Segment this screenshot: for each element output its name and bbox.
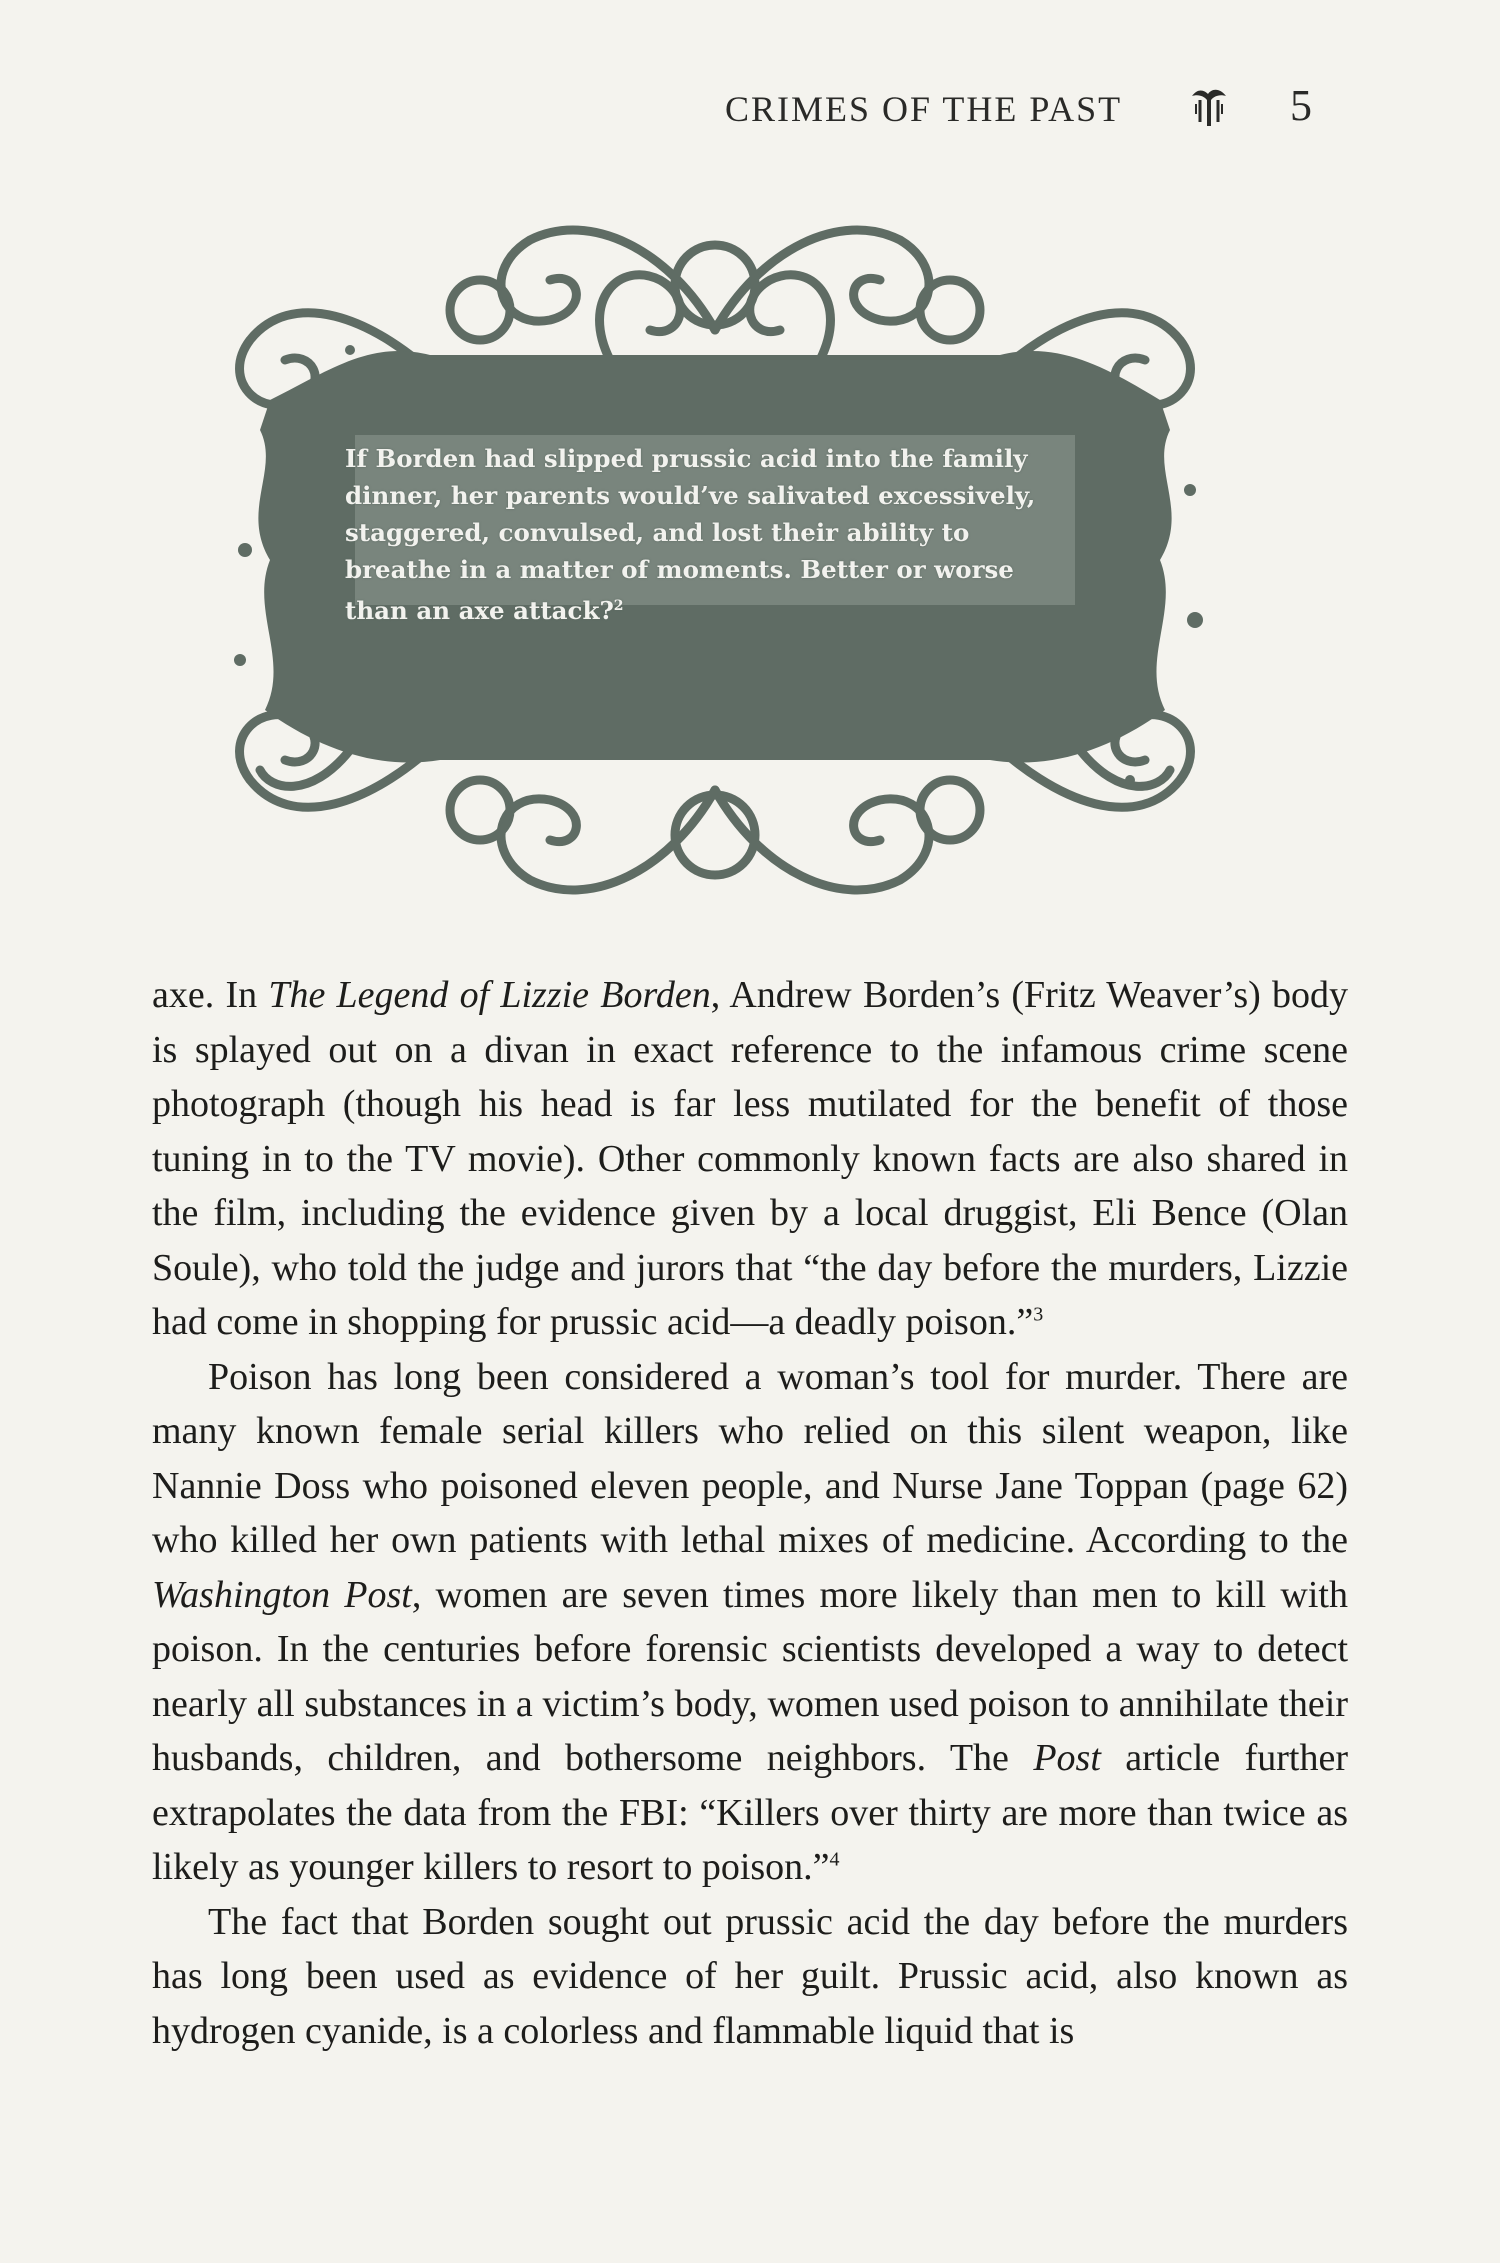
paragraph: The fact that Borden sought out prussic acid the day before the murders has long been used as evidence of her guilt. Prussic acid, also known as hydrogen cyanide, is a colorless and flammable liquid that is <box>152 1900 1348 2052</box>
ornamental-callout <box>150 190 1280 930</box>
paragraph: axe. In The Legend of Lizzie Borden, Andrew Borden’s (Fritz Weaver’s) body is splayed out on a divan in exact reference to the infamous crime scene photograph (though his head is far less mutilated for the benefit of those tuning in to the TV movie). Other commonly known facts are also shared in the film, including the evidence given by a local druggist, Eli Bence (Olan Soule), who told the judge and jurors that “the day before the murders, Lizzie had come in shopping for prussic acid—a deadly poison.”$^3$ <box>152 974 1348 1343</box>
dagger-ornament-icon <box>1188 82 1230 128</box>
paragraph: Poison has long been considered a woman’s tool for murder. There are many known female serial killers who relied on this silent weapon, like Nannie Doss who poisoned eleven people, and Nurse Jane Toppan (page 62) who killed her own patients with lethal mixes of medicine. According to the Washington Post, women are seven times more likely than men to kill with poison. In the centuries before forensic scientists developed a way to detect nearly all substances in a victim’s body, women used poison to annihilate their husbands, children, and bothersome neighbors. The Post article further extrapolates the data from the FBI: “Killers over thirty are more than twice as likely as younger killers to resort to poison.”$^4$ <box>152 1355 1349 1888</box>
footnote-marker: 4 <box>829 1848 840 1871</box>
callout-quote: If Borden had slipped prussic acid into the family dinner, her parents would’ve salivated excessively, staggered, convulsed, and lost their ability to breathe in a matter of moments. Better or worse than an axe attack?$^2$ <box>345 444 1036 626</box>
page-number: 5 <box>1290 81 1312 130</box>
footnote-marker: 2 <box>613 598 624 614</box>
running-head: CRIMES OF THE PAST <box>725 89 1123 129</box>
footnote-marker: 3 <box>1033 1303 1044 1326</box>
body-text <box>152 968 1348 2058</box>
page-header <box>0 78 1500 148</box>
